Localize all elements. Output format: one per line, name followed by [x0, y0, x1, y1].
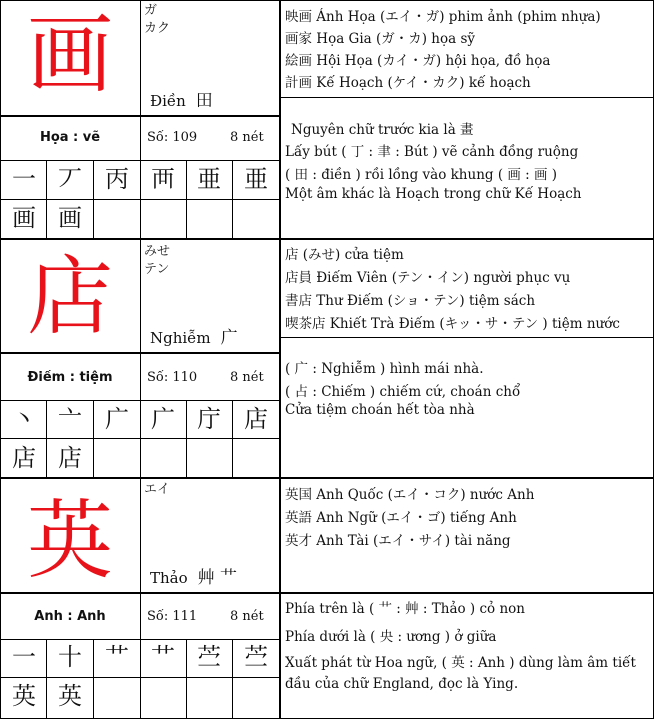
example-line: 画家 Họa Gia (ガ・カ) họa sỹ — [285, 31, 476, 47]
han-viet-label — [150, 86, 213, 111]
note-line: Phía dưới là ( 央 : ương ) ở giữa — [285, 629, 497, 645]
han-viet-label — [150, 563, 237, 588]
grid-line — [46, 639, 47, 719]
example-line: 計画 Kế Hoạch (ケイ・カク) kế hoạch — [285, 75, 531, 91]
note-line: ( 占 : Chiếm ) chiếm cứ, choán chổ — [285, 384, 521, 400]
example-line: 喫茶店 Khiết Trà Điếm (キッ・サ・テン ) tiệm nước — [285, 316, 620, 332]
stroke-step: 艹 — [105, 643, 129, 671]
note-line: Lấy bút ( 丁 : 聿 : Bút ) vẽ cảnh đồng ruộng — [285, 144, 579, 160]
grid-line — [186, 160, 187, 238]
grid-line — [281, 337, 654, 338]
stroke-step: 丆 — [58, 165, 82, 193]
grid-line — [232, 639, 233, 719]
grid-line — [279, 0, 281, 719]
note-line: ( 广 : Nghiễm ) hình mái nhà. — [285, 361, 484, 377]
kun-reading: みせ — [144, 244, 171, 259]
example-line: 店員 Điếm Viên (テン・イン) người phục vụ — [285, 270, 571, 286]
grid-line — [0, 160, 281, 161]
stroke-step: 一 — [12, 165, 36, 193]
on-reading: テン — [144, 262, 170, 277]
example-line: 店 (みせ) cửa tiệm — [285, 247, 404, 263]
kanji-number: Số: 111 — [147, 609, 198, 624]
stroke-step: 广 — [105, 405, 129, 433]
kanji-glyph: 画 — [27, 5, 113, 105]
radical: 艸 艹 — [197, 568, 238, 588]
han-viet: Nghiễm — [150, 329, 211, 347]
kanji-number: Số: 110 — [147, 370, 198, 385]
example-line: 英国 Anh Quốc (エイ・コク) nước Anh — [285, 487, 535, 503]
stroke-step: 画 — [58, 204, 82, 232]
radical: 田 — [195, 91, 213, 111]
grid-line — [232, 400, 233, 478]
stroke-step: 苎 — [244, 643, 268, 671]
grid-line — [0, 0, 1, 719]
grid-line — [140, 0, 141, 719]
stroke-step: 苎 — [197, 643, 221, 671]
grid-line — [0, 477, 654, 479]
grid-line — [93, 639, 94, 719]
stroke-step: 英 — [12, 682, 36, 710]
stroke-step: 店 — [244, 405, 268, 433]
han-viet: Điền — [150, 92, 186, 110]
kun-reading: エイ — [144, 482, 171, 497]
note-line: Nguyên chữ trước kia là 畫 — [291, 122, 474, 138]
stroke-count: 8 nét — [230, 370, 264, 385]
stroke-step: 亜 — [244, 165, 268, 193]
kanji-glyph: 英 — [27, 491, 113, 591]
grid-line — [0, 0, 654, 1]
grid-line — [0, 639, 281, 640]
grid-line — [186, 400, 187, 478]
grid-line — [232, 160, 233, 238]
note-line: Một âm khác là Hoạch trong chữ Kế Hoạch — [285, 186, 582, 202]
stroke-step: 襾 — [151, 165, 175, 193]
stroke-step: 广 — [151, 405, 175, 433]
stroke-count: 8 nét — [230, 609, 264, 624]
grid-line — [0, 677, 281, 678]
meaning-label: Điếm : tiệm — [27, 370, 113, 385]
grid-line — [93, 400, 94, 478]
kanji-glyph: 店 — [27, 247, 113, 347]
example-line: 英語 Anh Ngữ (エイ・ゴ) tiếng Anh — [285, 510, 517, 526]
han-viet: Thảo — [150, 569, 188, 587]
stroke-step: 英 — [58, 682, 82, 710]
note-line: đầu của chữ England, đọc là Ying. — [285, 676, 519, 692]
stroke-step: 丶 — [12, 405, 36, 433]
radical: 广 — [220, 328, 238, 348]
grid-line — [0, 352, 281, 354]
kun-reading: ガ — [144, 3, 158, 18]
grid-line — [0, 238, 654, 240]
stroke-step: 一 — [12, 643, 36, 671]
stroke-step: 艹 — [151, 643, 175, 671]
grid-line — [0, 115, 281, 117]
stroke-step: 画 — [12, 204, 36, 232]
grid-line — [0, 199, 281, 200]
grid-line — [0, 400, 281, 401]
stroke-step: 丙 — [105, 165, 129, 193]
grid-line — [186, 639, 187, 719]
example-line: 英才 Anh Tài (エイ・サイ) tài năng — [285, 533, 511, 549]
example-line: 映画 Ánh Họa (エイ・ガ) phim ảnh (phim nhựa) — [285, 9, 601, 25]
han-viet-label — [150, 323, 238, 348]
example-line: 書店 Thư Điếm (ショ・テン) tiệm sách — [285, 293, 536, 309]
stroke-step: 店 — [12, 444, 36, 472]
meaning-label: Họa : vẽ — [39, 130, 101, 145]
stroke-step: 庁 — [197, 405, 221, 433]
stroke-count: 8 nét — [230, 130, 264, 145]
stroke-step: 店 — [58, 444, 82, 472]
grid-line — [46, 160, 47, 238]
note-line: Cửa tiệm choán hết tòa nhà — [285, 402, 475, 418]
grid-line — [281, 97, 654, 98]
grid-line — [0, 592, 654, 594]
grid-line — [46, 400, 47, 478]
on-reading: カク — [144, 21, 171, 36]
note-line: ( 田 : điền ) rồi lồng vào khung ( 画 : 画 ) — [285, 167, 558, 183]
stroke-step: 亠 — [58, 405, 82, 433]
grid-line — [0, 438, 281, 439]
stroke-step: 亜 — [197, 165, 221, 193]
note-line: Phía trên là ( 艹 : 艸 : Thảo ) cỏ non — [285, 601, 525, 617]
stroke-step: 十 — [58, 643, 82, 671]
note-line: Xuất phát từ Hoa ngữ, ( 英 : Anh ) dùng làm âm tiết — [285, 655, 636, 671]
kanji-number: Số: 109 — [147, 130, 198, 145]
grid-line — [93, 160, 94, 238]
meaning-label: Anh : Anh — [34, 609, 106, 624]
example-line: 絵画 Hội Họa (カイ・ガ) hội họa, đồ họa — [285, 53, 551, 69]
